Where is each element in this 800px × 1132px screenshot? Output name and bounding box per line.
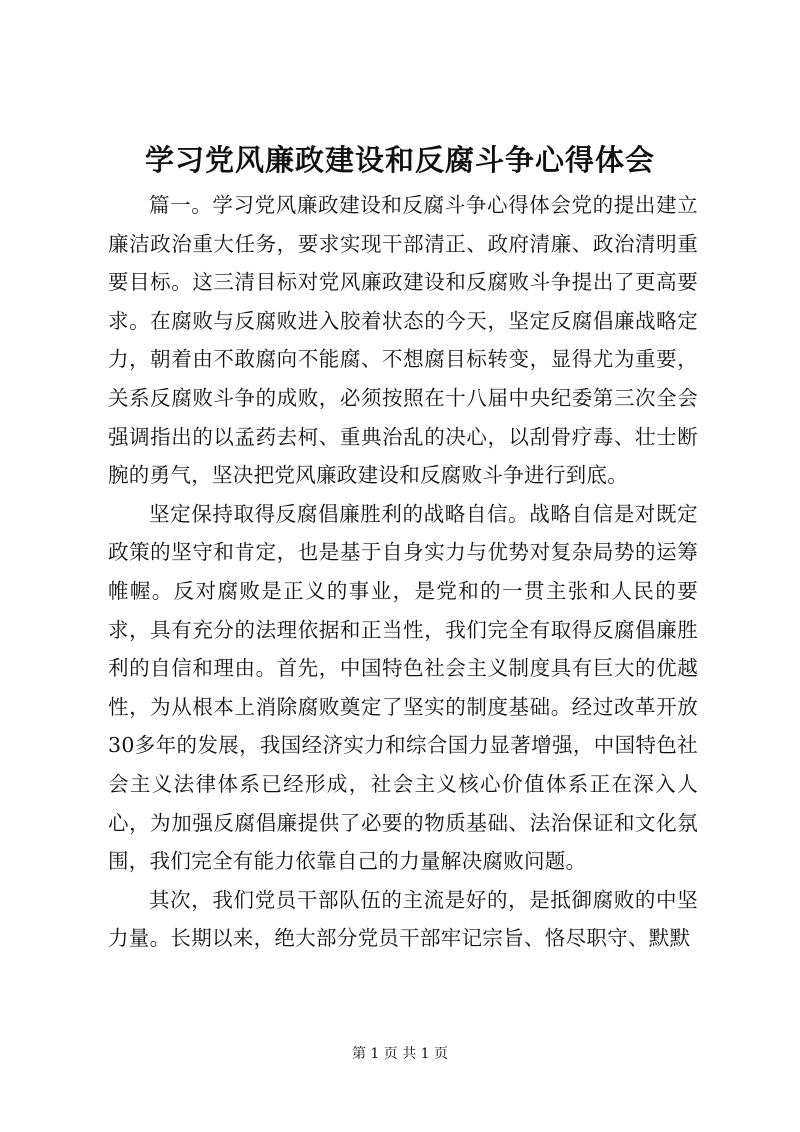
- paragraph-3: 其次，我们党员干部队伍的主流是好的，是抵御腐败的中坚力量。长期以来，绝大部分党员干部牢记宗旨、恪尽职守、默默: [108, 887, 698, 951]
- document-body: [108, 186, 698, 958]
- page-footer: 第 1 页 共 1 页: [351, 1046, 449, 1062]
- paragraph-1: 篇一。学习党风廉政建设和反腐斗争心得体会党的提出建立廉洁政治重大任务，要求实现干部清正、政府清廉、政治清明重要目标。这三清目标对党风廉政建设和反腐败斗争提出了更高要求。在腐败与反腐败进入胶着状态的今天，坚定反腐倡廉战略定力，朝着由不敢腐向不能腐、不想腐目标转变，显得尤为重要，关系反腐败斗争的成败，必须按照在十八届中央纪委第三次全会强调指出的以孟药去柯、重典治乱的决心，以刮骨疗毒、壮士断腕的勇气，坚决把党风廉政建设和反腐败斗争进行到底。: [108, 193, 698, 488]
- paragraph-2: 坚定保持取得反腐倡廉胜利的战略自信。战略自信是对既定政策的坚守和肯定，也是基于自身实力与优势对复杂局势的运筹帷幄。反对腐败是正义的事业，是党和的一贯主张和人民的要求，具有充分的法理依据和正当性，我们完全有取得反腐倡廉胜利的自信和理由。首先，中国特色社会主义制度具有巨大的优越性，为从根本上消除腐败奠定了坚实的制度基础。经过改革开放30多年的发展，我国经济实力和综合国力显著增强，中国特色社会主义法律体系已经形成，社会主义核心价值体系正在深入人心，为加强反腐倡廉提供了必要的物质基础、法治保证和文化氛围，我们完全有能力依靠自己的力量解决腐败问题。: [108, 501, 698, 874]
- document-title: 学习党风廉政建设和反腐斗争心得体会: [144, 143, 655, 177]
